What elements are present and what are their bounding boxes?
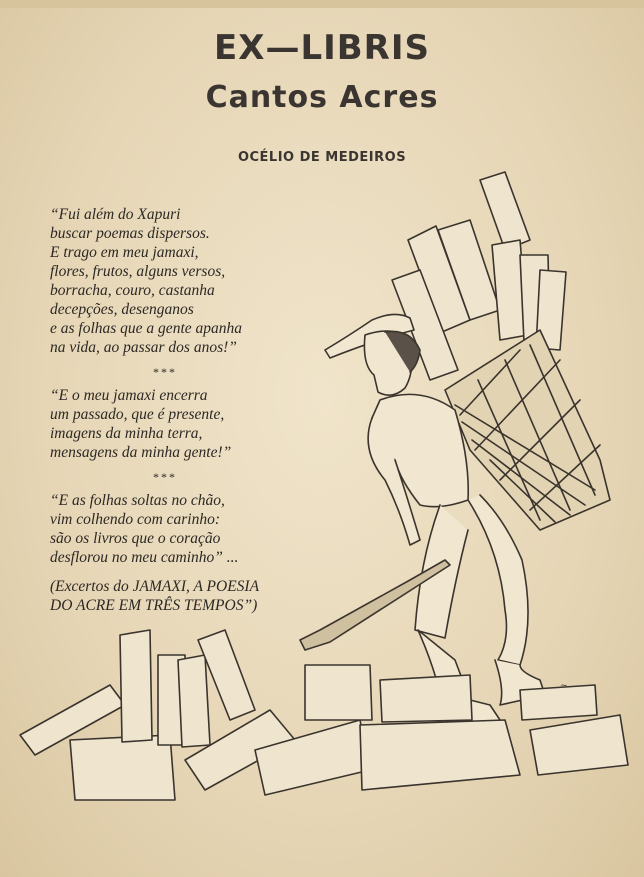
man-carrying-basket-of-books-icon: [0, 160, 644, 877]
poem-line: um passado, que é presente,: [50, 406, 225, 423]
poem-line: na vida, ao passar dos anos!”: [50, 339, 237, 356]
artist-signature: ~: [560, 681, 568, 691]
stanza-separator: ***: [153, 470, 177, 484]
poem-line: desflorou no meu caminho” ...: [50, 549, 239, 566]
page-subtitle: Cantos Acres: [205, 80, 439, 115]
author-name: OCÉLIO DE MEDEIROS: [237, 150, 407, 165]
poem-line: e as folhas que a gente apanha: [50, 320, 243, 337]
poem-line: DO ACRE EM TRÊS TEMPOS”): [50, 597, 258, 614]
poem-line: “E as folhas soltas no chão,: [50, 492, 225, 509]
page-title: EX—LIBRIS: [214, 28, 430, 68]
poem-line: mensagens da minha gente!”: [50, 444, 232, 461]
poem-line: são os livros que o coração: [50, 530, 221, 547]
stanza-separator: ***: [153, 365, 177, 379]
poem-line: “Fui além do Xapuri: [50, 206, 181, 223]
poem-line: decepções, desenganos: [50, 301, 194, 318]
poem-line: flores, frutos, alguns versos,: [50, 263, 226, 280]
poem-line: vim colhendo com carinho:: [50, 511, 221, 528]
page-edge: [0, 0, 644, 8]
poem-line: borracha, couro, castanha: [50, 282, 215, 299]
poem-line: imagens da minha terra,: [50, 425, 203, 442]
poem-line: “E o meu jamaxi encerra: [50, 387, 208, 404]
poem-line: E trago em meu jamaxi,: [50, 244, 199, 261]
ground-books: [20, 630, 628, 800]
poem-line: (Excertos do JAMAXI, A POESIA: [50, 578, 260, 595]
poem-line: buscar poemas dispersos.: [50, 225, 210, 242]
